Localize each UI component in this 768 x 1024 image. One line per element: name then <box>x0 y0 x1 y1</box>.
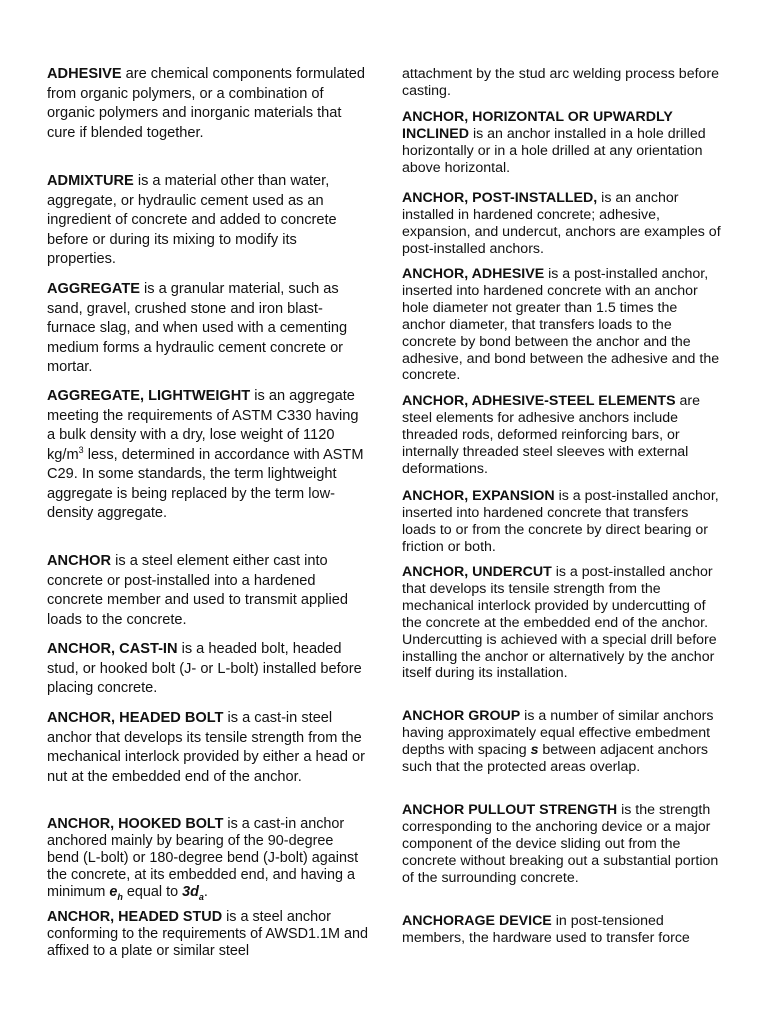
entry-text-end: . <box>203 884 208 900</box>
entry-continuation <box>402 66 724 100</box>
entry-term: ADMIXTURE <box>47 173 134 189</box>
entry-text: is an anchor installed in hardened concrete; adhesive, expansion, and undercut, anchors are examples of post-installed anchors. <box>402 190 721 257</box>
entry-anchor-post-installed <box>402 190 724 258</box>
superscript: 3 <box>78 444 84 455</box>
entry-anchor-pullout-strength <box>402 802 724 887</box>
symbol-eh: e <box>109 884 118 900</box>
entry-text: is a post-installed anchor, inserted into hardened concrete with an anchor hole diameter not greater than 1.5 times the anchor diameter, that transfers loads to the concrete by bond between the anchor and the adhesive, and bond between the adhesive and the concrete. <box>402 266 720 384</box>
entry-anchor-cast-in <box>47 640 369 699</box>
entry-text: is an aggregate meeting the requirements of ASTM C330 having a bulk density with a dry, lose weight of 1120 kg/m <box>47 388 359 463</box>
entry-text: is a post-installed anchor that develops its tensile strength from the mechanical interlock provided by undercutting of the concrete at the embedded end of the anchor. Undercutting is achieved with a special drill before installing the anchor or alternatively by the anchor itself during its installation. <box>402 564 717 682</box>
entry-anchor-expansion <box>402 488 724 556</box>
entry-term: ANCHOR, UNDERCUT <box>402 564 552 580</box>
entry-text: are steel elements for adhesive anchors include threaded rods, deformed reinforcing bars, or internally threaded steel sleeves with external deformations. <box>402 393 700 477</box>
entry-text: are chemical components formulated from organic polymers, or a combination of organic polymers and inorganic materials that cure if blended together. <box>47 66 365 141</box>
entry-aggregate-lightweight <box>47 387 369 524</box>
entry-admixture <box>47 172 369 270</box>
entry-term: ANCHOR, HOOKED BOLT <box>47 816 224 832</box>
entry-text: is a number of similar anchors having approximately equal effective embedment depths with spacing <box>402 708 714 758</box>
entry-text: is a cast-in anchor anchored mainly by bearing of the 90-degree bend (L-bolt) or 180-degree bend (J-bolt) against the concrete, at its embedded end, and having a minimum <box>47 816 359 900</box>
entry-term: ANCHOR, EXPANSION <box>402 488 555 504</box>
entry-text: is a steel element either cast into concrete or post-installed into a hardened concrete member and used to transmit applied loads to the concrete. <box>47 553 348 628</box>
entry-term: ANCHOR, CAST-IN <box>47 641 178 657</box>
symbol-3da: 3d <box>182 884 199 900</box>
entry-text-continued: equal to <box>122 884 183 900</box>
entry-term: ANCHOR, ADHESIVE-STEEL ELEMENTS <box>402 393 676 409</box>
entry-term: ANCHOR, HORIZONTAL OR UPWARDLY INCLINED <box>402 109 673 142</box>
entry-text: is a steel anchor conforming to the requirements of AWSD1.1M and affixed to a plate or similar steel <box>47 909 369 959</box>
entry-text: is a cast-in steel anchor that develops its tensile strength from the mechanical interlock provided by either a head or nut at the embedded end of the anchor. <box>47 710 365 785</box>
entry-anchor-horizontal <box>402 109 724 177</box>
entry-term: ANCHOR, HEADED STUD <box>47 909 223 925</box>
symbol-3da-subscript: a <box>198 891 204 902</box>
entry-anchor-adhesive <box>402 266 724 384</box>
entry-anchor <box>47 552 369 630</box>
entry-text: in post-tensioned members, the hardware used to transfer force <box>402 913 690 946</box>
entry-term: ADHESIVE <box>47 66 122 82</box>
symbol-eh-subscript: h <box>117 891 123 902</box>
entry-adhesive <box>47 65 369 143</box>
entry-anchor-hooked-bolt <box>47 816 369 901</box>
entry-term: ANCHOR GROUP <box>402 708 521 724</box>
entry-anchorage-device <box>402 913 724 947</box>
entry-term: AGGREGATE, LIGHTWEIGHT <box>47 388 251 404</box>
entry-term: ANCHOR, HEADED BOLT <box>47 710 224 726</box>
entry-text: is the strength corresponding to the anchoring device or a major component of the device sliding out from the concrete without breaking out a substantial portion of the surrounding concrete. <box>402 802 719 886</box>
entry-text: is an anchor installed in a hole drilled horizontally or in a hole drilled at any orientation above horizontal. <box>402 125 706 176</box>
symbol-s: s <box>530 741 539 758</box>
entry-anchor-headed-bolt <box>47 709 369 787</box>
entry-aggregate <box>47 280 369 378</box>
entry-anchor-adhesive-steel <box>402 393 724 478</box>
entry-text: is a post-installed anchor, inserted into hardened concrete that transfers loads to or from the concrete by direct bearing or friction or both. <box>402 488 719 555</box>
entry-term: ANCHORAGE DEVICE <box>402 913 552 929</box>
entry-term: ANCHOR, POST-INSTALLED, <box>402 190 598 206</box>
entry-term: ANCHOR, ADHESIVE <box>402 266 545 282</box>
entry-term: AGGREGATE <box>47 281 140 297</box>
entry-term: ANCHOR <box>47 553 112 569</box>
entry-anchor-group <box>402 708 724 776</box>
entry-anchor-undercut <box>402 564 724 682</box>
entry-text: is a material other than water, aggregate, or hydraulic cement used as an ingredient of concrete and added to concrete before or during its mixing to modify its properties. <box>47 173 337 267</box>
entry-anchor-headed-stud <box>47 909 369 960</box>
entry-text-continued: less, determined in accordance with ASTM C29. In some standards, the term lightweight aggregate is being replaced by the term low-density aggregate. <box>47 446 364 521</box>
entry-text: is a headed bolt, headed stud, or hooked bolt (J- or L-bolt) installed before placing concrete. <box>47 641 362 696</box>
entry-term: ANCHOR PULLOUT STRENGTH <box>402 802 618 818</box>
entry-text: attachment by the stud arc welding process before casting. <box>402 66 720 99</box>
entry-text-continued: between adjacent anchors such that the protected areas overlap. <box>402 741 709 775</box>
entry-text: is a granular material, such as sand, gravel, crushed stone and iron blast-furnace slag, and when used with a cementing medium forms a hydraulic cement concrete or mortar. <box>47 281 348 375</box>
